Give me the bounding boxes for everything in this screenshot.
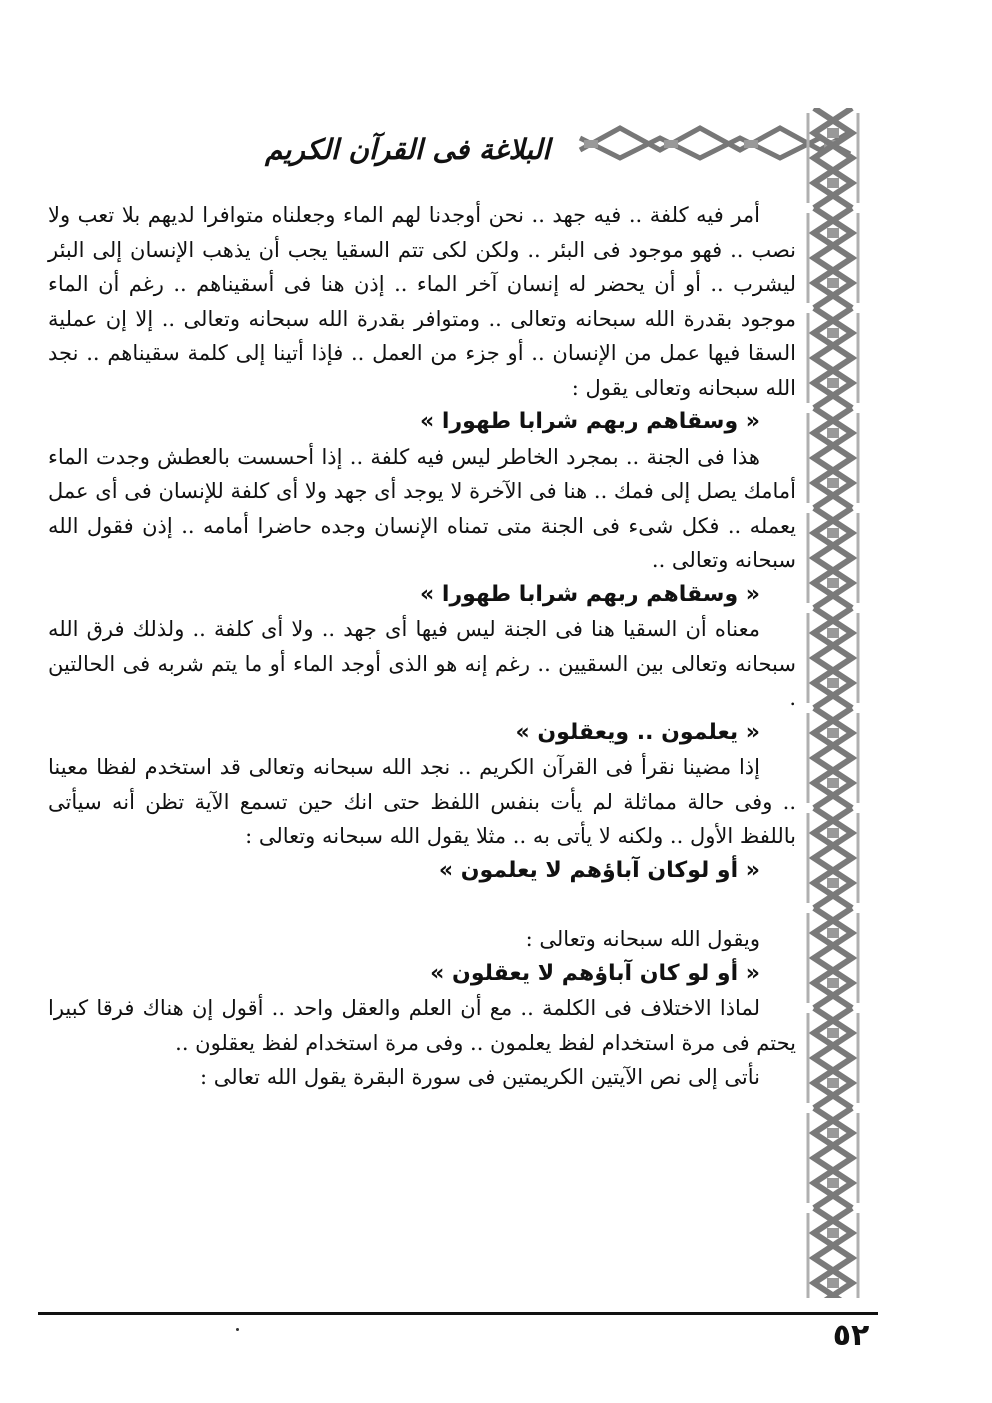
- paragraph: معناه أن السقيا هنا فى الجنة ليس فيها أى جهد .. ولا أى كلفة .. ولذلك فرق الله سبحانه وتعالى بين السقيين .. رغم إنه هو الذى أوجد الماء أو ما يتم شربه فى الحالتين .: [48, 617, 796, 710]
- paragraph: ويقول الله سبحانه وتعالى :: [525, 927, 760, 951]
- section-heading: « يعلمون .. ويعقلون »: [515, 719, 760, 745]
- quran-verse: « أو لوكان آباؤهم لا يعلمون »: [438, 857, 760, 883]
- body-text: [48, 198, 796, 1288]
- quran-verse: « وسقاهم ربهم شرابا طهورا »: [420, 409, 760, 434]
- page-header-title: البلاغة فى القرآن الكريم: [264, 133, 550, 166]
- paragraph: نأتى إلى نص الآيتين الكريمتين فى سورة البقرة يقول الله تعالى :: [200, 1065, 760, 1089]
- paragraph: هذا فى الجنة .. بمجرد الخاطر ليس فيه كلفة .. إذا أحسست بالعطش وجدت الماء أمامك يصل إلى فمك .. هنا فى الآخرة لا يوجد أى جهد ولا أى كلفة للإنسان فى أى عمل يعمله .. فكل شىء فى الجنة متى تمناه الإنسان وجده حاضرا أمامه .. إذن فقول الله سبحانه وتعالى ..: [48, 444, 796, 572]
- spacer: [48, 888, 796, 922]
- paragraph: أمر فيه كلفة .. فيه جهد .. نحن أوجدنا لهم الماء وجعلناه متوافرا لديهم بلا تعب ولا نصب .. فهو موجود فى البئر .. ولكن لكى تتم السقيا يجب أن يذهب الإنسان إلى البئر ليشرب .. أو أن يحضر له إنسان آخر الماء .. إذن هنا فى أسقيناهم .. رغم أن الماء موجود بقدرة الله سبحانه وتعالى .. ومتوافر بقدرة الله سبحانه وتعالى .. إلا إن عملية السقا فيها عمل من الإنسان .. أو جزء من العمل .. فإذا أتينا إلى كلمة سقيناهم .. نجد الله سبحانه وتعالى يقول :: [48, 203, 796, 400]
- paragraph: إذا مضينا نقرأ فى القرآن الكريم .. نجد الله سبحانه وتعالى قد استخدم لفظا معينا .. وفى حالة مماثلة لم يأت بنفس اللفظ حتى انك حين تسمع الآية تظن أنه سيأتى باللفظ الأول .. ولكنه لا يأتى به .. مثلا يقول الله سبحانه وتعالى :: [48, 755, 796, 848]
- quran-verse: « وسقاهم ربهم شرابا طهورا »: [420, 581, 760, 607]
- page-number: ٥٢: [832, 1318, 870, 1353]
- quran-verse: « أو لو كان آباؤهم لا يعقلون »: [430, 960, 760, 986]
- print-speck: [236, 1328, 239, 1331]
- paragraph: لماذا الاختلاف فى الكلمة .. مع أن العلم والعقل واحد .. أقول إن هناك فرقا كبيرا يحتم فى مرة استخدام لفظ يعلمون .. وفى مرة استخدام لفظ يعقلون ..: [48, 996, 796, 1055]
- side-border-ornament: [800, 108, 866, 1298]
- footer-rule: [38, 1312, 878, 1315]
